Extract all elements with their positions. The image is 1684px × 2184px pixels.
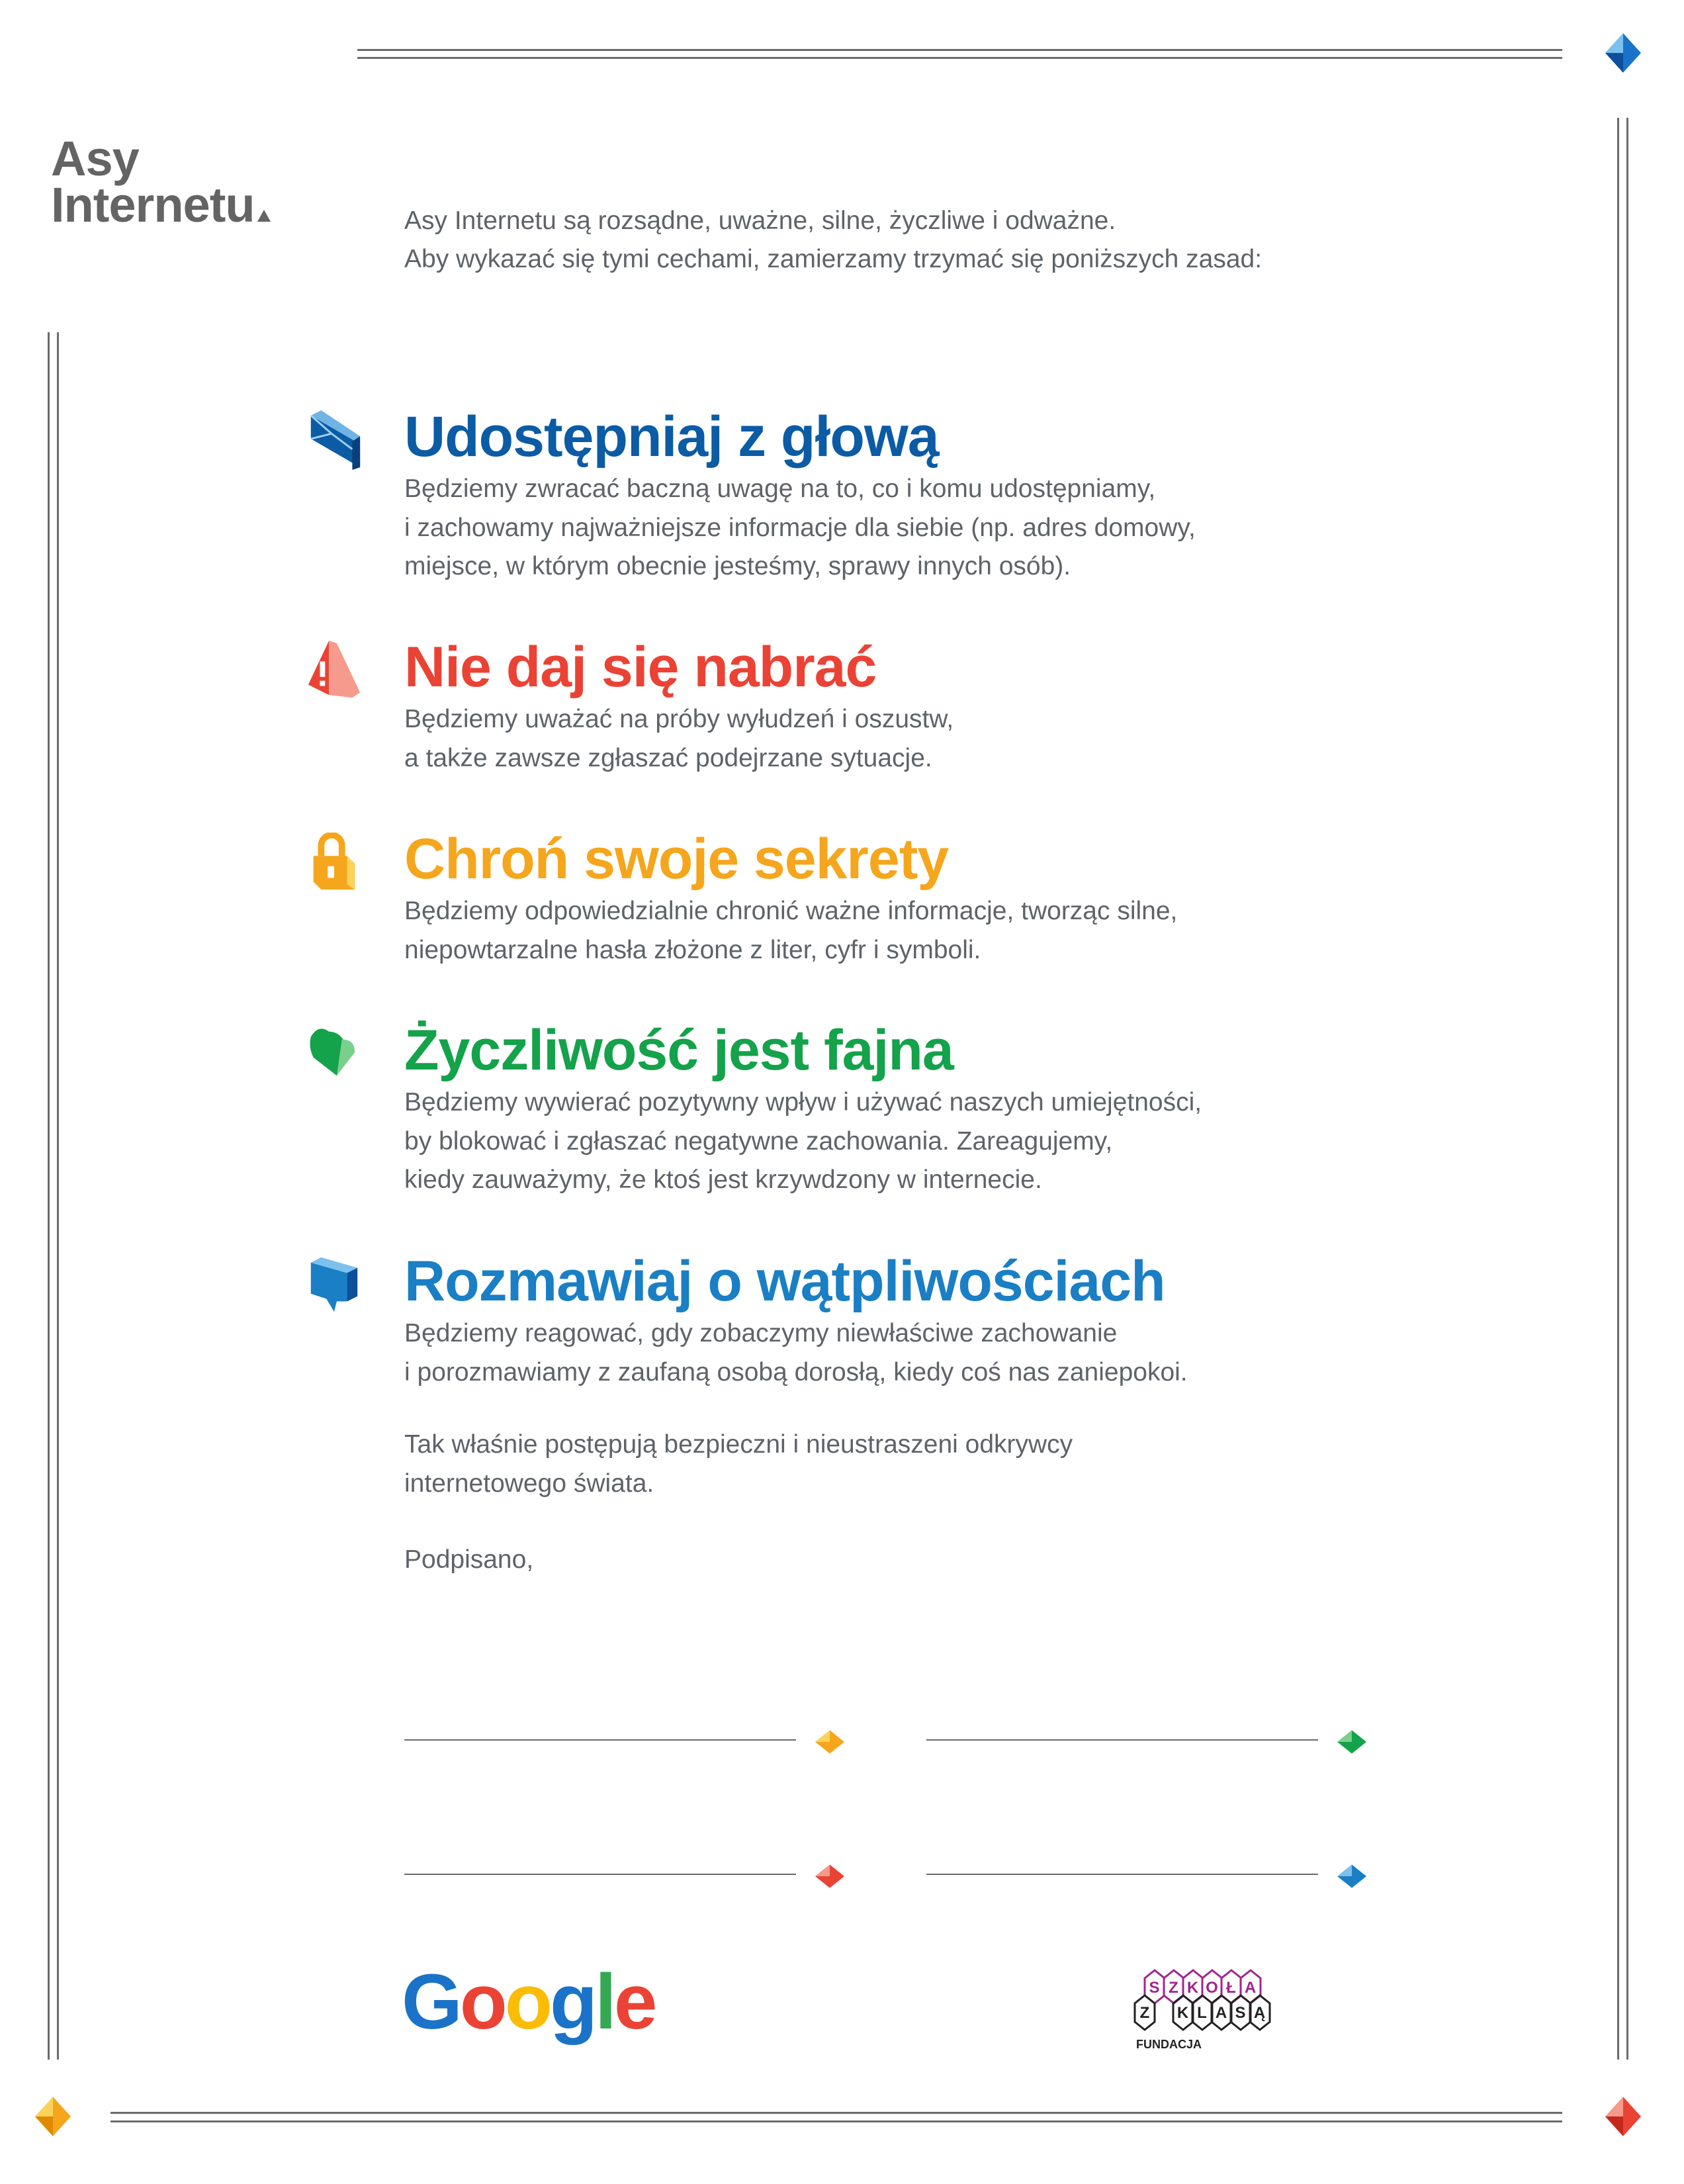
fundacja-label: FUNDACJA	[1136, 2038, 1202, 2051]
section-body	[404, 1083, 1202, 1200]
intro-line: Aby wykazać się tymi cechami, zamierzamy trzymać się poniższych zasad:	[404, 245, 1263, 273]
body-line: Będziemy uważać na próby wyłudzeń i oszustw,	[404, 705, 954, 733]
green-diamond-icon	[1337, 1727, 1366, 1756]
section-title: Udostępniaj z głową	[404, 405, 939, 469]
logo-letter: S	[1149, 1979, 1160, 1997]
google-logo	[402, 1959, 655, 2045]
body-line: by blokować i zgłaszać negatywne zachowania. Zareagujemy,	[404, 1126, 1113, 1156]
lock-icon	[308, 833, 361, 892]
logo-letter: A	[1244, 1979, 1257, 1997]
warning-icon	[308, 641, 361, 700]
body-line: miejsce, w którym obecnie jesteśmy, sprawy innych osób).	[404, 552, 1071, 580]
right-rule	[1617, 118, 1619, 2060]
logo-letter: O	[1206, 1979, 1218, 1997]
body-line: Będziemy reagować, gdy zobaczymy niewłaściwe zachowanie	[404, 1319, 1118, 1347]
yellow-diamond-icon	[815, 1727, 844, 1756]
section-body	[404, 700, 953, 778]
signed-label: Podpisano,	[404, 1545, 534, 1574]
bottom-rule	[111, 2112, 1562, 2114]
logo-line-2: Internetu	[51, 177, 255, 232]
left-rule	[48, 332, 50, 2060]
szkola-bottom-letters	[1173, 2004, 1269, 2023]
section-title: Nie daj się nabrać	[404, 635, 877, 699]
logo-letter: Ą	[1253, 2004, 1266, 2022]
logo-letter: l	[595, 1958, 614, 2046]
logo-line-1: Asy	[51, 131, 139, 186]
body-line: Będziemy wywierać pozytywny wpływ i używać naszych umiejętności,	[404, 1088, 1202, 1116]
red-diamond-icon	[815, 1862, 844, 1891]
logo-letter: A	[1215, 2004, 1227, 2022]
intro-line: Asy Internetu są rozsądne, uważne, silne, życzliwe i odważne.	[404, 206, 1116, 235]
logo-letter: Ł	[1226, 1979, 1236, 1997]
szkola-top-letters	[1145, 1979, 1260, 1997]
section-title: Życzliwość jest fajna	[404, 1019, 953, 1082]
closing-text	[404, 1426, 1073, 1503]
logo-letter: o	[504, 1958, 550, 2046]
section-body	[404, 892, 1177, 970]
section-title: Chroń swoje sekrety	[404, 827, 949, 891]
logo-letter: g	[549, 1958, 596, 2046]
right-rule	[1626, 118, 1628, 2060]
body-line: niepowtarzalne hasła złożone z liter, cyfr i symboli.	[404, 935, 981, 964]
logo-letter: G	[402, 1958, 460, 2046]
red-diamond-icon	[1605, 2097, 1641, 2136]
logo-letter: Z	[1169, 1979, 1178, 1997]
logo-letter: L	[1197, 2004, 1207, 2022]
bottom-rule	[111, 2120, 1562, 2122]
section-body	[404, 470, 1196, 586]
body-line: a także zawsze zgłaszać podejrzane sytuacje.	[404, 743, 932, 772]
logo-letter: o	[459, 1958, 505, 2046]
body-line: kiedy zauważymy, że ktoś jest krzywdzony w internecie.	[404, 1165, 1042, 1194]
section-body	[404, 1314, 1188, 1392]
signature-line[interactable]	[926, 1874, 1318, 1875]
logo-letter: K	[1186, 1979, 1199, 1997]
logo-letter: Z	[1139, 2004, 1150, 2022]
signature-line[interactable]	[404, 1739, 796, 1741]
yellow-diamond-icon	[35, 2097, 71, 2136]
logo-letter: S	[1235, 2004, 1246, 2022]
top-rule	[357, 49, 1562, 51]
body-line: i porozmawiamy z zaufaną osobą dorosłą, kiedy coś nas zaniepokoi.	[404, 1357, 1188, 1387]
body-line: Będziemy zwracać baczną uwagę na to, co i komu udostępniamy,	[404, 475, 1156, 503]
section-title: Rozmawiaj o wątpliwościach	[404, 1250, 1165, 1313]
logo-letter: e	[613, 1958, 655, 2046]
heart-icon	[308, 1024, 361, 1083]
speech-bubble-icon	[308, 1255, 361, 1314]
body-line: Będziemy odpowiedzialnie chronić ważne informacje, tworząc silne,	[404, 897, 1178, 925]
blue-diamond-icon	[1605, 33, 1641, 73]
signature-line[interactable]	[404, 1874, 796, 1875]
envelope-icon	[308, 410, 361, 470]
closing-line: Tak właśnie postępują bezpieczni i nieustraszeni odkrywcy	[404, 1430, 1073, 1459]
signature-line[interactable]	[926, 1739, 1318, 1741]
body-line: i zachowamy najważniejsze informacje dla siebie (np. adres domowy,	[404, 513, 1196, 542]
logo-triangle-icon	[257, 210, 271, 222]
logo-letter: K	[1176, 2004, 1189, 2022]
top-rule	[357, 57, 1562, 59]
left-rule	[57, 332, 59, 2060]
intro-text	[404, 202, 1262, 279]
asy-internetu-logo	[51, 131, 271, 232]
blue-diamond-icon	[1337, 1862, 1366, 1891]
szkola-z-klasa-logo	[1118, 1969, 1337, 2058]
closing-line: internetowego świata.	[404, 1469, 654, 1498]
